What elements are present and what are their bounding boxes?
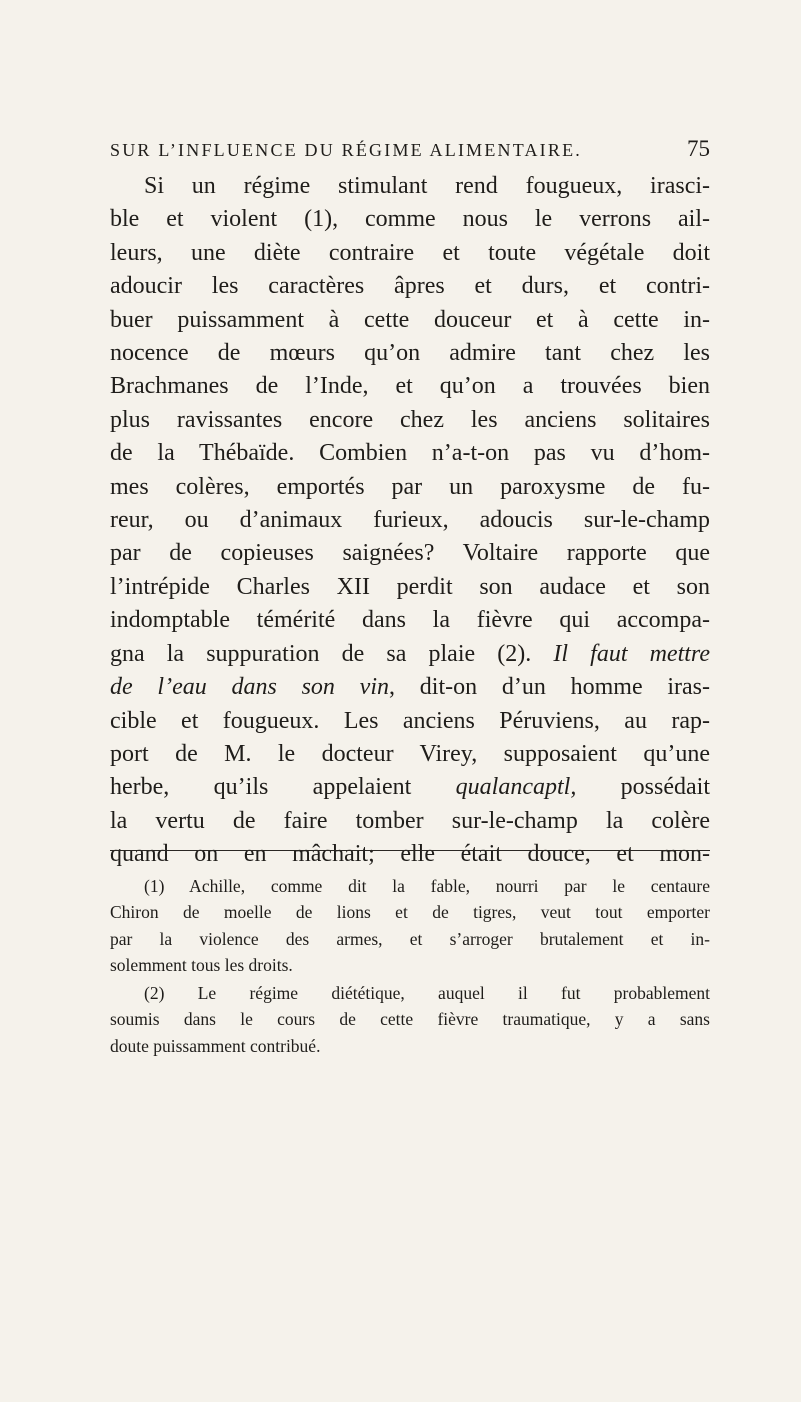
footnote-line: (2) Le régime diététique, auquel il fut probablement [144, 983, 710, 1004]
footnote-line: Chiron de moelle de lions et de tigres, veut tout emporter [110, 902, 710, 923]
text-segment: , dit-on d’un homme iras- [389, 674, 711, 701]
text-line: buer puissamment à cette douceur et à cette in- [110, 306, 710, 333]
italic-word: qualancaptl, [455, 774, 577, 801]
text-line: la vertu de faire tomber sur-le-champ la colère [110, 807, 710, 834]
text-line: de la Thébaïde. Combien n’a-t-on pas vu d’hom- [110, 440, 710, 467]
italic-phrase: Il faut mettre [553, 640, 711, 667]
text-line: nocence de mœurs qu’on admire tant chez les [110, 340, 710, 367]
text-line: indomptable témérité dans la fièvre qui accompa- [110, 607, 710, 634]
footnote-line: soumis dans le cours de cette fièvre traumatique, y a sans [110, 1009, 710, 1030]
text-segment: possédait [620, 774, 710, 801]
text-line: adoucir les caractères âpres et durs, et contri- [110, 273, 710, 300]
text-segment: gna la suppuration de sa plaie (2). [110, 640, 532, 667]
text-segment: herbe, qu’ils appelaient [110, 774, 412, 801]
text-line: port de M. le docteur Virey, supposaient qu’une [110, 740, 710, 767]
text-line: Si un régime stimulant rend fougueux, irasci- [144, 173, 710, 199]
text-line: quand on en mâchait; elle était douce, et mon- [110, 841, 710, 868]
page-number: 75 [687, 136, 710, 161]
footnotes [110, 873, 710, 1059]
footnote-line: doute puissamment contribué. [110, 1035, 321, 1056]
text-line-mixed [110, 671, 710, 704]
text-line: par de copieuses saignées? Voltaire rapporte que [110, 540, 710, 567]
running-head [110, 136, 710, 164]
text-line: reur, ou d’animaux furieux, adoucis sur-le-champ [110, 507, 710, 534]
text-line: l’intrépide Charles XII perdit son audace et son [110, 573, 710, 600]
text-line: mes colères, emportés par un paroxysme de fu- [110, 473, 710, 500]
running-title: SUR L’INFLUENCE DU RÉGIME ALIMENTAIRE. [110, 140, 582, 160]
text-line: Brachmanes de l’Inde, et qu’on a trouvées bien [110, 373, 710, 400]
text-line-mixed [110, 771, 710, 804]
footnote-line: (1) Achille, comme dit la fable, nourri par le centaure [144, 876, 710, 896]
footnote-rule [110, 850, 710, 851]
footnote-line: solemment tous les droits. [110, 954, 293, 975]
text-line: plus ravissantes encore chez les anciens solitaires [110, 406, 710, 433]
text-line-mixed [110, 638, 710, 671]
footnote-line: par la violence des armes, et s’arroger brutalement et in- [110, 928, 710, 949]
text-line: ble et violent (1), comme nous le verrons ail- [110, 206, 710, 233]
italic-phrase: de l’eau dans son vin [110, 674, 390, 701]
text-line: leurs, une diète contraire et toute végétale doit [110, 239, 710, 266]
text-line: cible et fougueux. Les anciens Péruviens, au rap- [110, 707, 710, 734]
main-text [110, 170, 710, 872]
